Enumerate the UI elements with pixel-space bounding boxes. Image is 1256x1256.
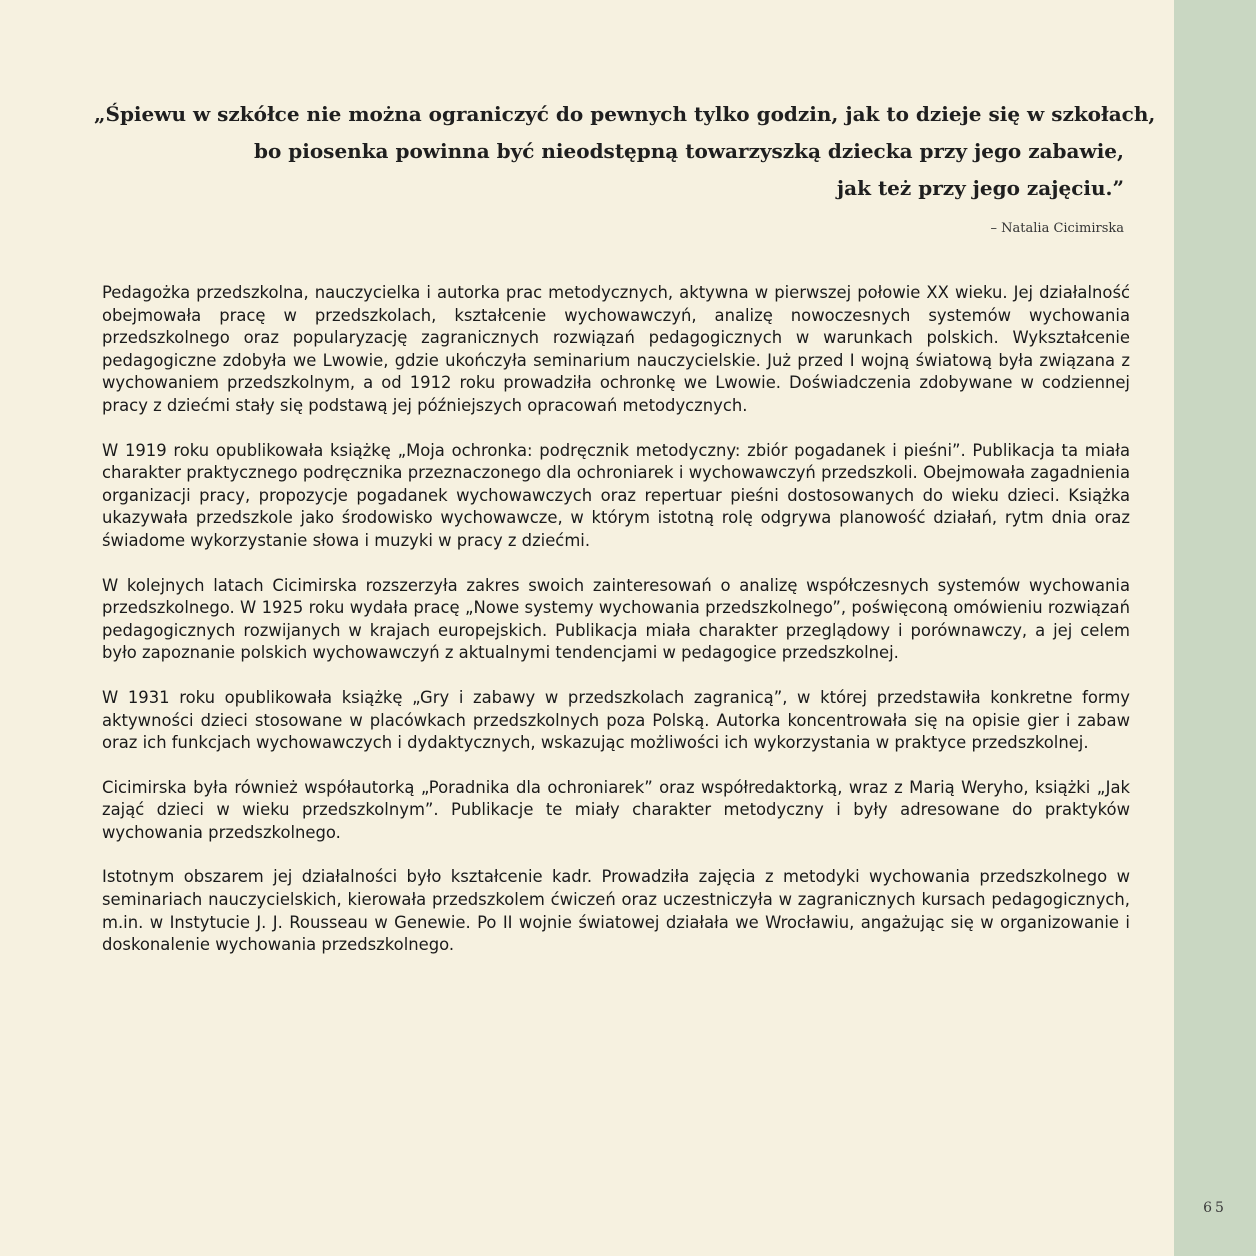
quote-author: – Natalia Cicimirska xyxy=(990,221,1124,236)
paragraph: Cicimirska była również współautorką „Poradnika dla ochroniarek” oraz współredaktorką, wraz z Marią Weryho, książki „Jak zająć dzieci w wieku przedszkolnym”. Publikacje te miały charakter metodyczny i były adresowane do praktyków wychowania przedszkolnego. xyxy=(102,777,1130,842)
paragraph: W 1931 roku opublikowała książkę „Gry i zabawy w przedszkolach zagranicą”, w której przedstawiła konkretne formy aktywności dzieci stosowane w placówkach przedszkolnych poza Polską. Autorka koncentrowała się na opisie gier i zabaw oraz ich funkcjach wychowawczych i dydaktycznych, wskazując możliwości ich wykorzystania w praktyce przedszkolnej. xyxy=(102,687,1130,753)
paragraph: Istotnym obszarem jej działalności było kształcenie kadr. Prowadziła zajęcia z metodyki wychowania przedszkolnego w seminariach nauczycielskich, kierowała przedszkolem ćwiczeń oraz uczestniczyła w zagranicznych kursach pedagogicznych, m.in. w Instytucie J. J. Rousseau w Genewie. Po II wojnie światowej działała we Wrocławiu, angażując się w organizowanie i doskonalenie wychowania przedszkolnego. xyxy=(102,867,1130,955)
side-strip xyxy=(1174,0,1256,1256)
paragraph: W kolejnych latach Cicimirska rozszerzyła zakres swoich zainteresowań o analizę współczesnych systemów wychowania przedszkolnego. W 1925 roku wydała pracę „Nowe systemy wychowania przedszkolnego”, poświęconą omówieniu rozwiązań pedagogicznych rozwijanych w krajach europejskich. Publikacja miała charakter przeglądowy i porównawczy, a jej celem było zapoznanie polskich wychowawczyń z aktualnymi tendencjami w pedagogice przedszkolnej. xyxy=(102,575,1130,663)
epigraph-quote xyxy=(94,96,1156,236)
page-number: 65 xyxy=(1203,1200,1227,1216)
body-text xyxy=(102,282,1130,979)
quote-line-2: bo piosenka powinna być nieodstępną towarzyszką dziecka przy jego zabawie, xyxy=(253,139,1124,163)
paragraph: Pedagożka przedszkolna, nauczycielka i autorka prac metodycznych, aktywna w pierwszej połowie XX wieku. Jej działalność obejmowała pracę w przedszkolach, kształcenie wychowawczyń, analizę nowoczesnych systemów wychowania przedszkolnego oraz popularyzację zagranicznych rozwiązań pedagogicznych w warunkach polskich. Wykształcenie pedagogiczne zdobyła we Lwowie, gdzie ukończyła seminarium nauczycielskie. Już przed I wojną światową była związana z wychowaniem przedszkolnym, a od 1912 roku prowadziła ochronkę we Lwowie. Doświadczenia zdobywane w codziennej pracy z dziećmi stały się podstawą jej późniejszych opracowań metodycznych. xyxy=(102,283,1130,415)
quote-line-3: jak też przy jego zajęciu.” xyxy=(836,176,1124,200)
quote-line-1: „Śpiewu w szkółce nie można ograniczyć do pewnych tylko godzin, jak to dzieje się w szkołach, xyxy=(94,102,1156,126)
paragraph: W 1919 roku opublikowała książkę „Moja ochronka: podręcznik metodyczny: zbiór pogadanek i pieśni”. Publikacja ta miała charakter praktycznego podręcznika przeznaczonego dla ochroniarek i wychowawczyń przedszkoli. Obejmowała zagadnienia organizacji pracy, propozycje pogadanek wychowawczych oraz repertuar pieśni dostosowanych do wieku dzieci. Książka ukazywała przedszkole jako środowisko wychowawcze, w którym istotną rolę odgrywa planowość działań, rytm dnia oraz świadome wykorzystanie słowa i muzyki w pracy z dziećmi. xyxy=(102,440,1130,550)
